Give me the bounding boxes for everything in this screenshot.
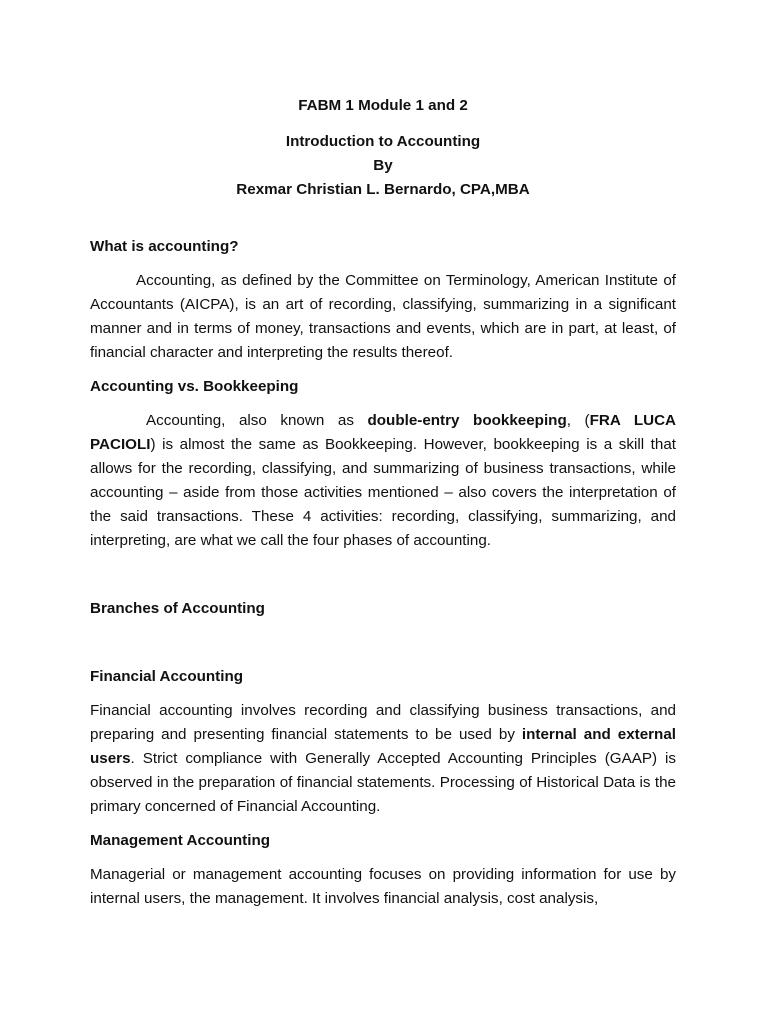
- paragraph-accounting-vs-bookkeeping: [90, 409, 676, 553]
- vs-text-1: Accounting, also known as: [146, 412, 368, 429]
- paragraph-what-is-accounting: Accounting, as defined by the Committee on Terminology, American Institute of Accountants (AICPA), is an art of recording, classifying, summarizing in a significant manner and in terms of money, transactions and events, which are in part, at least, of financial character and interpreting the results thereof.: [90, 272, 676, 361]
- vs-text-3: ) is almost the same as Bookkeeping. However, bookkeeping is a skill that allows for the recording, classifying, and summarizing of business transactions, while accounting – aside from those activities mentioned – also covers the interpretation of the said transactions. These 4 activities: recording, classifying, summarizing, and interpreting, are what we call the four phases of accounting.: [90, 436, 676, 549]
- paragraph-financial-accounting: [90, 699, 676, 819]
- paragraph-management-accounting: Managerial or management accounting focuses on providing information for use by internal users, the management. It involves financial analysis, cost analysis,: [90, 866, 676, 907]
- heading-management-accounting: Management Accounting: [90, 832, 271, 849]
- heading-financial-accounting: Financial Accounting: [90, 668, 244, 685]
- vs-text-2: , (: [566, 412, 590, 429]
- financial-text-1: Financial accounting involves recording and classifying business transactions, and preparing and presenting financial statements to be used by: [90, 702, 676, 743]
- heading-accounting-vs-bookkeeping: Accounting vs. Bookkeeping: [90, 378, 299, 395]
- financial-bold-users: internal and external users: [90, 726, 676, 767]
- vs-bold-pacioli: FRA LUCA PACIOLI: [90, 412, 677, 453]
- document-body: [90, 94, 676, 911]
- document-by: By: [373, 157, 393, 174]
- heading-what-is-accounting: What is accounting?: [90, 238, 239, 255]
- vs-bold-double-entry: double-entry bookkeeping: [367, 412, 567, 429]
- document-author: Rexmar Christian L. Bernardo, CPA,MBA: [236, 181, 530, 198]
- heading-branches-of-accounting: Branches of Accounting: [90, 600, 265, 617]
- financial-text-2: . Strict compliance with Generally Accepted Accounting Principles (GAAP) is observed in the preparation of financial statements. Processing of Historical Data is the primary concerned of Financial Accounting.: [90, 750, 676, 815]
- document-subtitle: Introduction to Accounting: [285, 133, 481, 150]
- document-title: FABM 1 Module 1 and 2: [298, 97, 468, 114]
